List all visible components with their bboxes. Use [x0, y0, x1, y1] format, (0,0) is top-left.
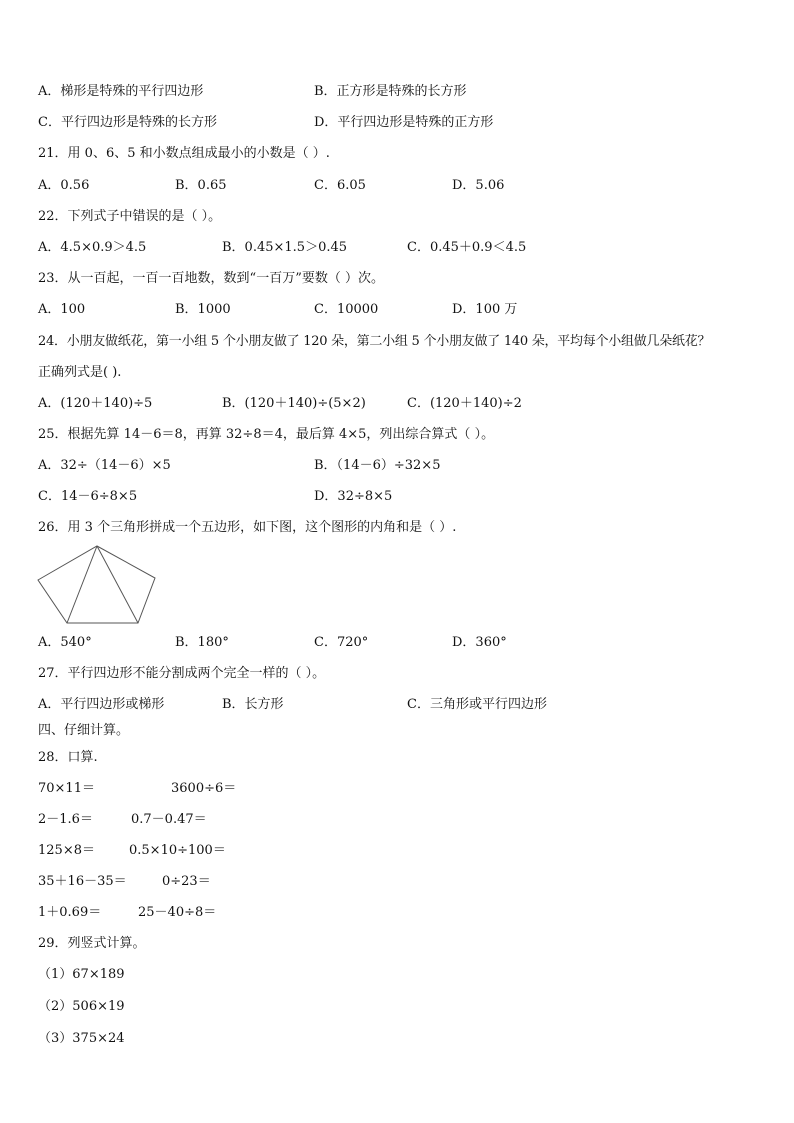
q21-option-a[interactable]: A．0.56 — [38, 178, 90, 193]
pentagon-diagonal-left — [67, 546, 97, 623]
q27-option-b[interactable]: B．长方形 — [222, 697, 284, 712]
q27-option-a[interactable]: A．平行四边形或梯形 — [38, 697, 165, 712]
pentagon-figure — [34, 544, 164, 626]
q21-stem: 21．用 0、6、5 和小数点组成最小的小数是（ ）. — [38, 146, 330, 161]
q28-calc-5b: 25－40÷8＝ — [138, 905, 217, 920]
q29-stem: 29．列竖式计算。 — [38, 936, 146, 951]
q22-option-c[interactable]: C．0.45＋0.9＜4.5 — [407, 240, 527, 255]
q23-option-a[interactable]: A．100 — [38, 302, 86, 317]
q25-stem: 25．根据先算 14－6＝8，再算 32÷8＝4，最后算 4×5，列出综合算式（ ）。 — [38, 427, 495, 442]
q29-item-3: （3）375×24 — [38, 1031, 125, 1046]
q28-calc-2b: 0.7－0.47＝ — [131, 812, 207, 827]
q25-option-c[interactable]: C．14－6÷8×5 — [38, 489, 138, 504]
q26-option-b[interactable]: B．180° — [175, 635, 229, 650]
q28-calc-3a: 125×8＝ — [38, 843, 95, 858]
q27-stem: 27．平行四边形不能分割成两个完全一样的（ ）。 — [38, 666, 326, 681]
q27-option-c[interactable]: C．三角形或平行四边形 — [407, 697, 547, 712]
q28-stem: 28．口算. — [38, 750, 98, 765]
q24-stem-line2: 正确列式是( ). — [38, 365, 122, 380]
q29-item-2: （2）506×19 — [38, 999, 125, 1014]
q28-calc-2a: 2－1.6＝ — [38, 812, 93, 827]
q23-stem: 23．从一百起，一百一百地数，数到“一百万”要数（ ）次。 — [38, 271, 384, 286]
q21-option-c[interactable]: C．6.05 — [314, 178, 366, 193]
q25-option-a[interactable]: A．32÷（14－6）×5 — [38, 458, 171, 473]
q26-option-d[interactable]: D．360° — [452, 635, 507, 650]
section-4-title: 四、仔细计算。 — [38, 723, 130, 738]
q28-calc-4b: 0÷23＝ — [162, 874, 211, 889]
q24-option-c[interactable]: C．(120＋140)÷2 — [407, 396, 522, 411]
q24-stem-line1: 24．小朋友做纸花，第一小组 5 个小朋友做了 120 朵，第二小组 5 个小朋友做了 140 朵，平均每个小组做几朵纸花？ — [38, 334, 711, 349]
q28-calc-4a: 35＋16－35＝ — [38, 874, 127, 889]
q20-option-b[interactable]: B．正方形是特殊的长方形 — [314, 84, 467, 99]
q29-item-1: （1）67×189 — [38, 967, 125, 982]
q23-option-d[interactable]: D．100 万 — [452, 302, 518, 317]
q22-option-b[interactable]: B．0.45×1.5＞0.45 — [222, 240, 348, 255]
q23-option-c[interactable]: C．10000 — [314, 302, 379, 317]
q21-option-d[interactable]: D．5.06 — [452, 178, 505, 193]
q22-stem: 22．下列式子中错误的是（ ）。 — [38, 209, 222, 224]
q28-calc-3b: 0.5×10÷100＝ — [129, 843, 226, 858]
q24-option-a[interactable]: A．(120＋140)÷5 — [38, 396, 153, 411]
q26-stem: 26．用 3 个三角形拼成一个五边形，如下图，这个图形的内角和是（ ）. — [38, 520, 457, 535]
q25-option-b[interactable]: B．（14－6）÷32×5 — [314, 458, 441, 473]
q20-option-c[interactable]: C．平行四边形是特殊的长方形 — [38, 115, 217, 130]
q21-option-b[interactable]: B．0.65 — [175, 178, 227, 193]
q23-option-b[interactable]: B．1000 — [175, 302, 231, 317]
q24-option-b[interactable]: B．(120＋140)÷(5×2) — [222, 396, 366, 411]
q28-calc-1b: 3600÷6＝ — [171, 781, 237, 796]
q22-option-a[interactable]: A．4.5×0.9＞4.5 — [38, 240, 147, 255]
q26-option-c[interactable]: C．720° — [314, 635, 369, 650]
pentagon-outline — [38, 546, 155, 623]
q28-calc-1a: 70×11＝ — [38, 781, 95, 796]
q25-option-d[interactable]: D．32÷8×5 — [314, 489, 393, 504]
q20-option-d[interactable]: D．平行四边形是特殊的正方形 — [314, 115, 494, 130]
q26-option-a[interactable]: A．540° — [38, 635, 92, 650]
q20-option-a[interactable]: A．梯形是特殊的平行四边形 — [38, 84, 204, 99]
q28-calc-5a: 1＋0.69＝ — [38, 905, 102, 920]
